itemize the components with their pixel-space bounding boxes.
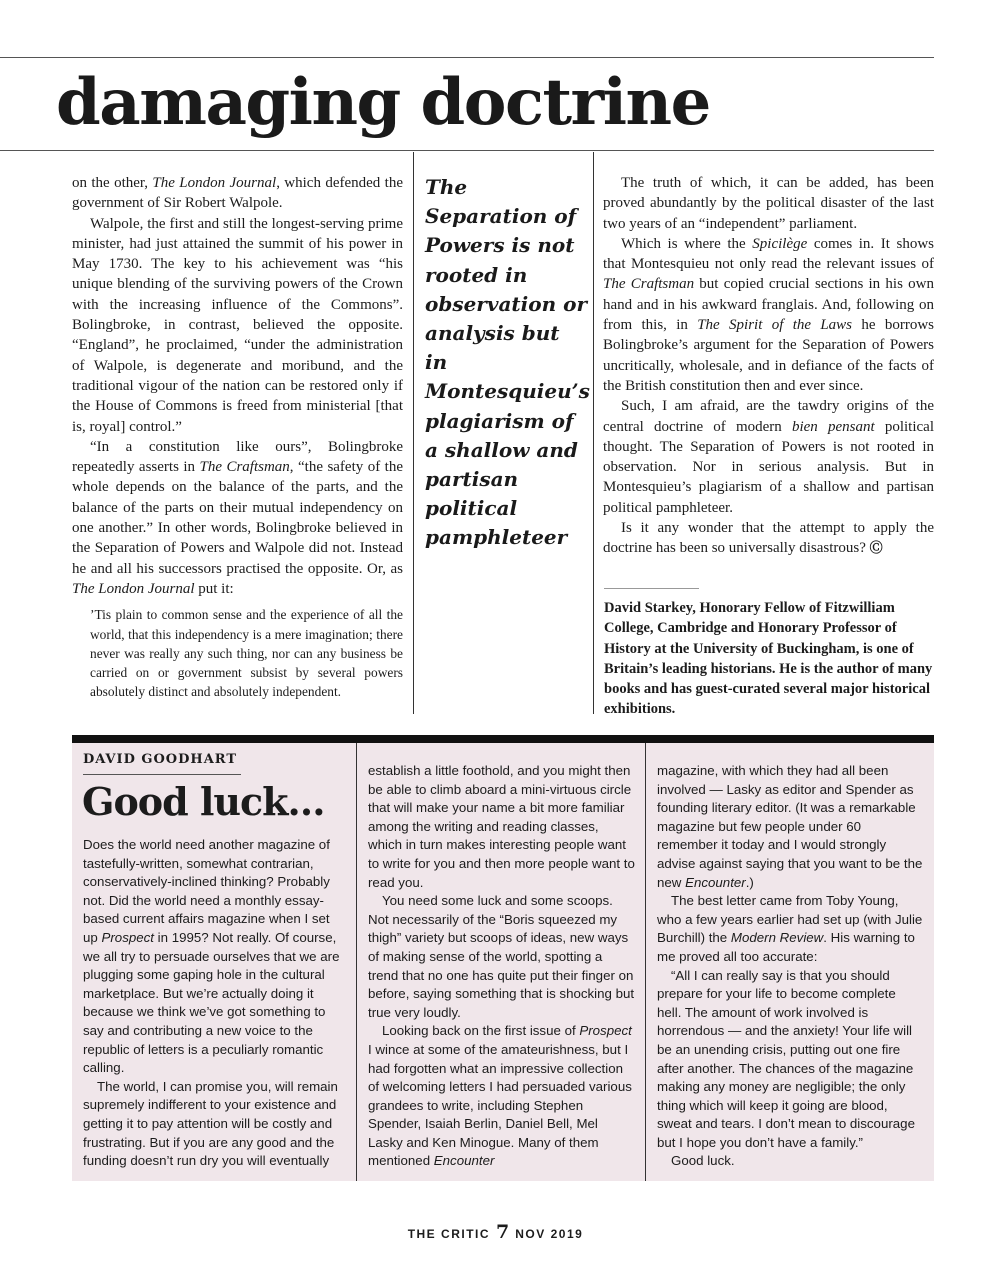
- block-quote: ’Tis plain to common sense and the experience of all the world, that this independency is a mere imagination; there never was really any such thing, nor can any business be carried on or government subsist by several powers absolutely distinct and absolutely independent.: [90, 607, 403, 700]
- paragraph: Good luck.: [671, 1153, 735, 1169]
- headline: damaging doctrine: [56, 65, 710, 140]
- sidebar-title: Good luck…: [82, 779, 325, 824]
- bio-divider: [604, 588, 699, 589]
- author-underline: [83, 774, 241, 775]
- sidebar-divider-left: [356, 743, 357, 1181]
- sidebar-column-2: [368, 762, 636, 1171]
- paragraph: Does the world need another magazine of tastefully-written, somewhat contrarian, conservatively-inclined thinking? Probably not. Did the world need a monthly essay-based current affairs magazine when I set up Prospect in 1995? Not really. Of course, we all try to persuade ourselves that we are plugging some gaping hole in the cultural marketplace. But we’re actually doing it because we think we’ve got something to say and contributing a new voice to the republic of letters is a peculiarly romantic calling.: [83, 837, 340, 1076]
- paragraph: “In a constitution like ours”, Bolingbroke repeatedly asserts in The Craftsman, “the safety of the whole depends on the balance of the parts, and the balance of the parts on their mutual independency on one another.” In other words, Bolingbroke believed in the Separation of Powers and Walpole did not. Instead he and all his successors practised the opposite. Or, as The London Journal put it:: [72, 438, 403, 597]
- page-footer: [0, 1221, 991, 1243]
- column-divider-right: [593, 152, 594, 714]
- paragraph: Is it any wonder that the attempt to apply the doctrine has been so universally disastrous? Ⓒ: [603, 520, 934, 557]
- publication-name: THE CRITIC: [407, 1227, 491, 1241]
- column-divider-left: [413, 152, 414, 714]
- paragraph: “All I can really say is that you should prepare for your life to become complete hell. The amount of work involved is horrendous — and the anxiety! Your life will be an unending crisis, putting out one fire after another. The chances of the magazine making any money are negligible; the only thing which will keep it going are blood, sweat and tears. I don’t mean to discourage but I hope you don’t have a family.”: [657, 967, 915, 1150]
- paragraph: Such, I am afraid, are the tawdry origins of the central doctrine of modern bien pensant political thought. The Separation of Powers is not rooted in observation. Nor in serious analysis. But in Montesquieu’s plagiarism of a shallow and partisan political pamphleteer.: [603, 398, 934, 516]
- headline-rule: [0, 150, 934, 151]
- paragraph: The best letter came from Toby Young, who a few years earlier had set up (with Julie Burchill) the Modern Review. His warning to me proved all too accurate:: [657, 893, 923, 964]
- paragraph: The truth of which, it can be added, has been proved abundantly by the political disaster of the last two years of an “independent” parliament.: [603, 175, 934, 232]
- paragraph: You need some luck and some scoops. Not necessarily of the “Boris squeezed my thigh” variety but scoops of ideas, new ways of making sense of the world, spotting a trend that no one has quite put their finger on before, saying something that is shocking but true very loudly.: [368, 893, 635, 1020]
- sidebar-author: DAVID GOODHART: [83, 752, 238, 767]
- article-column-1: [72, 173, 403, 702]
- pull-quote: The Separation of Powers is not rooted in observation or analysis but in Montesquieu’s plagiarism of a shallow and partisan political pamphleteer: [425, 175, 590, 550]
- paragraph: Which is where the Spicilège comes in. It shows that Montesquieu not only read the relevant issues of The Craftsman but copied crucial sections in his own hand and in his awkward franglais. And, following on from this, in The Spirit of the Laws he borrows Bolingbroke’s argument for the Separation of Powers uncritically, wholesale, and in defiance of the facts of the British constitution then and ever since.: [603, 235, 934, 394]
- issue-date: NOV 2019: [515, 1227, 584, 1241]
- paragraph: establish a little foothold, and you might then be able to climb aboard a mini-virtuous circle that will make your name a bit more familiar among the writing and reading classes, which in turn makes interesting people want to write for you and then more people want to read you.: [368, 763, 635, 890]
- paragraph: magazine, with which they had all been involved — Lasky as editor and Spender as founding literary editor. (It was a remarkable magazine but few people under 60 remember it today and I would strongly advise against saying that you want to be the new Encounter.): [657, 763, 923, 890]
- paragraph: Looking back on the first issue of Prospect I wince at some of the amateurishness, but I had forgotten what an impressive collection of welcoming letters I had persuaded various grandees to write, including Stephen Spender, Isaiah Berlin, Daniel Bell, Mel Lasky and Ken Minogue. Many of them mentioned Encounter: [368, 1023, 632, 1169]
- page-number: 7: [496, 1221, 510, 1243]
- sidebar-column-3: [657, 762, 923, 1171]
- paragraph: on the other, The London Journal, which defended the government of Sir Robert Walpole.: [72, 175, 404, 212]
- article-column-3: [603, 173, 934, 560]
- author-bio: David Starkey, Honorary Fellow of Fitzwilliam College, Cambridge and Honorary Professor of History at the University of Buckingham, is one of Britain’s leading historians. He is the author of many books and has guest-curated several major historical exhibitions.: [604, 600, 933, 718]
- sidebar-top-bar: [72, 735, 934, 743]
- critic-end-mark-icon: Ⓒ: [869, 541, 883, 557]
- paragraph: Walpole, the first and still the longest-serving prime minister, had just attained the summit of his power in May 1730. The key to his achievement was “his unique blending of the surviving powers of the Crown with the increasing influence of the Commons”. Bolingbroke, in contrast, believed the opposite. “England”, he proclaimed, “under the administration of Walpole, is degenerate and moribund, and the traditional vigour of the nation can be restored only if the House of Commons is freed from ministerial [that is, royal] control.”: [72, 215, 403, 435]
- sidebar-column-1: [83, 836, 348, 1171]
- paragraph: The world, I can promise you, will remain supremely indifferent to your existence and getting it to pay attention will be costly and frustrating. But if you are any good and the funding doesn’t run dry you will eventually: [83, 1078, 338, 1169]
- sidebar-divider-right: [645, 743, 646, 1181]
